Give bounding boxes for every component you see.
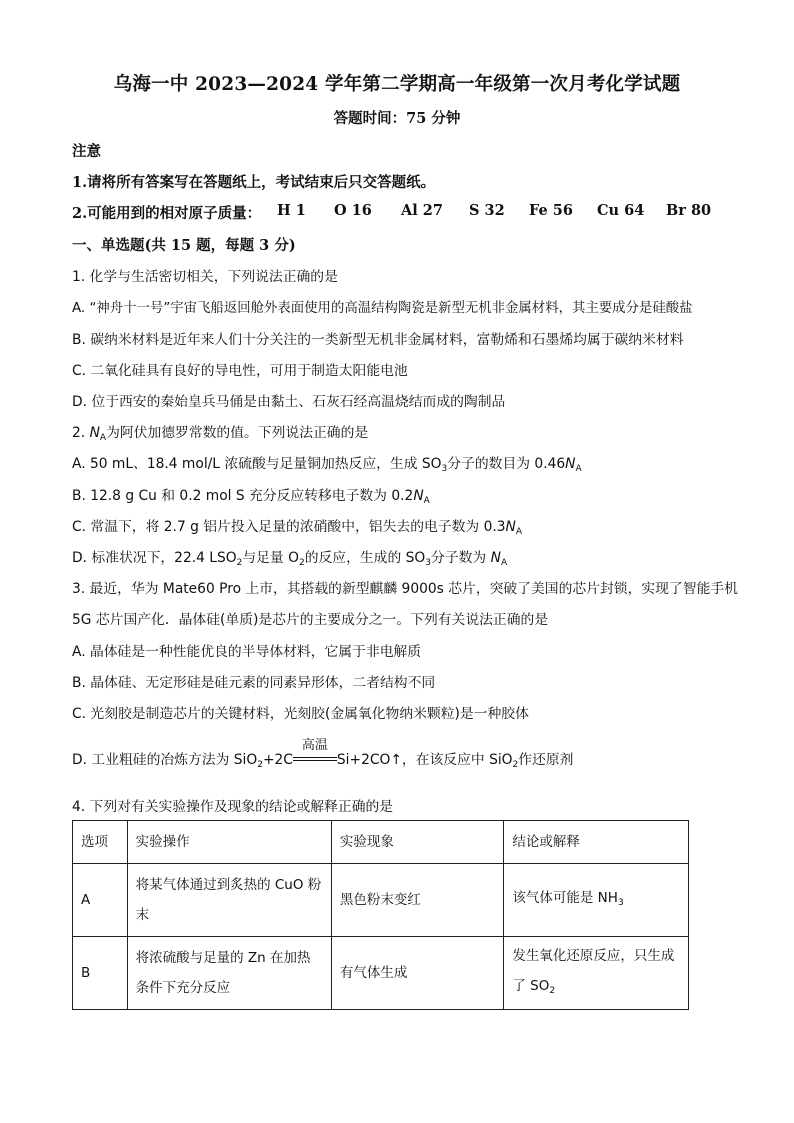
atom-mass-h: H 1: [277, 202, 306, 219]
q3-option-a: A. 晶体硅是一种性能优良的半导体材料，它属于非电解质: [72, 644, 422, 660]
q1-option-a: A. “神舟十一号”宇宙飞船返回舱外表面使用的高温结构陶瓷是新型无机非金属材料，其主要成分是硅酸盐: [72, 301, 693, 316]
q3-stem-line-1: 3. 最近，华为 Mate60 Pro 上市，其搭载的新型麒麟 9000s 芯片，突破了美国的芯片封锁，实现了智能手机: [72, 581, 738, 597]
atom-mass-fe: Fe 56: [529, 202, 573, 219]
atom-mass-o: O 16: [334, 202, 372, 219]
atomic-masses-label: 2.可能用到的相对原子质量：: [72, 205, 262, 222]
row-b-option: B: [73, 937, 128, 1010]
section-title: 一、单选题(共 15 题，每题 3 分): [72, 237, 296, 254]
q2-option-c: C. 常温下，将 2.7 g 铝片投入足量的浓硝酸中，铝失去的电子数为 $0.3N_A$: [72, 519, 523, 537]
table-header-operation: 实验操作: [127, 821, 331, 864]
q2-stem: 2. $N_A$为阿伏加德罗常数的值。下列说法正确的是: [72, 425, 369, 443]
row-a-phenomenon: 黑色粉末变红: [331, 864, 504, 937]
atom-mass-s: S 32: [469, 202, 505, 219]
q1-option-b: B. 碳纳米材料是近年来人们十分关注的一类新型无机非金属材料，富勒烯和石墨烯均属于碳纳米材料: [72, 332, 684, 348]
row-b-phenomenon: 有气体生成: [331, 937, 504, 1010]
table-header-option: 选项: [73, 821, 128, 864]
row-a-option: A: [73, 864, 128, 937]
row-b-operation: 将浓硫酸与足量的 Zn 在加热 条件下充分反应: [127, 937, 331, 1010]
q3-option-d: D. 工业粗硅的冶炼方法为 SiO$_2$+2C 高温 Si+2CO↑，在该反应中 SiO$_2$作还原剂: [72, 748, 573, 770]
table-header-conclusion: 结论或解释: [504, 821, 689, 864]
exam-title: 乌海一中 2023—2024 学年第二学期高一年级第一次月考化学试题: [113, 74, 681, 95]
atom-mass-br: Br 80: [666, 202, 712, 219]
q2-option-b: B. 12.8 g Cu 和 0.2 mol S 充分反应转移电子数为 $0.2N_A$: [72, 488, 430, 506]
row-a-conclusion: 该气体可能是 $NH_3$: [504, 864, 689, 937]
experiment-table: [72, 820, 689, 1010]
table-row: [73, 937, 689, 1010]
q1-stem: 1. 化学与生活密切相关，下列说法正确的是: [72, 269, 338, 285]
q1-option-d: D. 位于西安的秦始皇兵马俑是由黏土、石灰石经高温烧结而成的陶制品: [72, 394, 506, 410]
q2-option-d: D. 标准状况下，22.4 $LSO_2$与足量 $O_2$的反应，生成的 $SO_3$分子数为 $N_A$: [72, 550, 508, 568]
q4-stem: 4. 下列对有关实验操作及现象的结论或解释正确的是: [72, 799, 394, 815]
reaction-equals-sign: [293, 738, 337, 767]
q1-option-c: C. 二氧化硅具有良好的导电性，可用于制造太阳能电池: [72, 363, 408, 379]
reaction-condition: 高温: [301, 738, 328, 753]
q3-option-b: B. 晶体硅、无定形硅是硅元素的同素异形体，二者结构不同: [72, 675, 436, 691]
row-b-conclusion: 发生氧化还原反应，只生成 了 $SO_2$: [504, 937, 689, 1010]
note-1: 1.请将所有答案写在答题纸上，考试结束后只交答题纸。: [72, 174, 436, 191]
table-header-phenomenon: 实验现象: [331, 821, 504, 864]
exam-duration: 答题时间：75 分钟: [333, 110, 461, 127]
table-header-row: [73, 821, 689, 864]
q3-option-c: C. 光刻胶是制造芯片的关键材料，光刻胶(金属氧化物纳米颗粒)是一种胶体: [72, 706, 529, 722]
notes-heading: 注意: [72, 143, 101, 160]
row-a-operation: 将某气体通过到炙热的 CuO 粉 末: [127, 864, 331, 937]
atom-mass-al: Al 27: [401, 202, 443, 219]
table-row: [73, 864, 689, 937]
q3-stem-line-2: 5G 芯片国产化．晶体硅(单质)是芯片的主要成分之一。下列有关说法正确的是: [72, 612, 549, 628]
q2-option-a: A. 50 mL、18.4 mol/L 浓硫酸与足量铜加热反应，生成 $SO_3$分子的数目为 $0.46N_A$: [72, 456, 582, 474]
atom-mass-cu: Cu 64: [597, 202, 645, 219]
